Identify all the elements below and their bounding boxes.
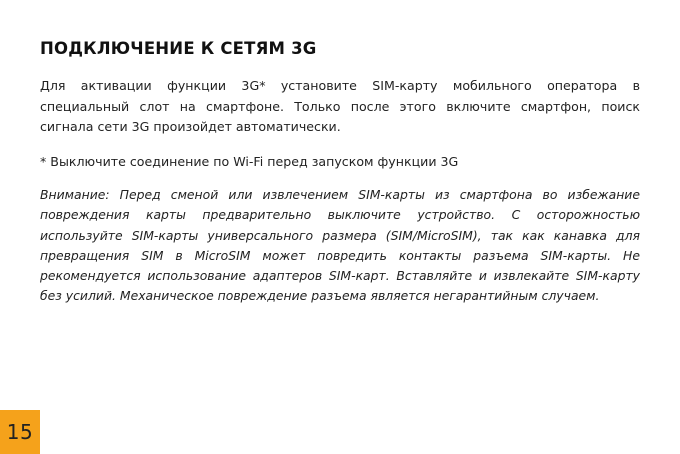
page-content xyxy=(40,38,640,307)
page-title: ПОДКЛЮЧЕНИЕ К СЕТЯМ 3G xyxy=(40,39,317,58)
footnote-paragraph: * Выключите соединение по Wi-Fi перед запуском функции 3G xyxy=(40,153,459,169)
intro-paragraph: Для активации функции 3G* установите SIM-карту мобильного оператора в специальный слот на смартфоне. Только после этого включите смартфон, поиск сигнала сети 3G произойдет автоматически. xyxy=(40,78,640,134)
warning-paragraph: Внимание: Перед сменой или извлечением SIM-карты из смартфона во избежание повреждения карты предварительно выключите устройство. С осторожностью используйте SIM-карты универсального размера (SIM/MicroSIM), так как канавка для превращения SIM в MicroSIM может повредить контакты разъема SIM-карты. Не рекомендуется использование адаптеров SIM-карт. Вставляйте и извлекайте SIM-карту без усилий. Механическое повреждение разъема является негарантийным случаем. xyxy=(40,187,640,304)
page-number-badge xyxy=(0,410,40,454)
page-number: 15 xyxy=(6,420,34,444)
